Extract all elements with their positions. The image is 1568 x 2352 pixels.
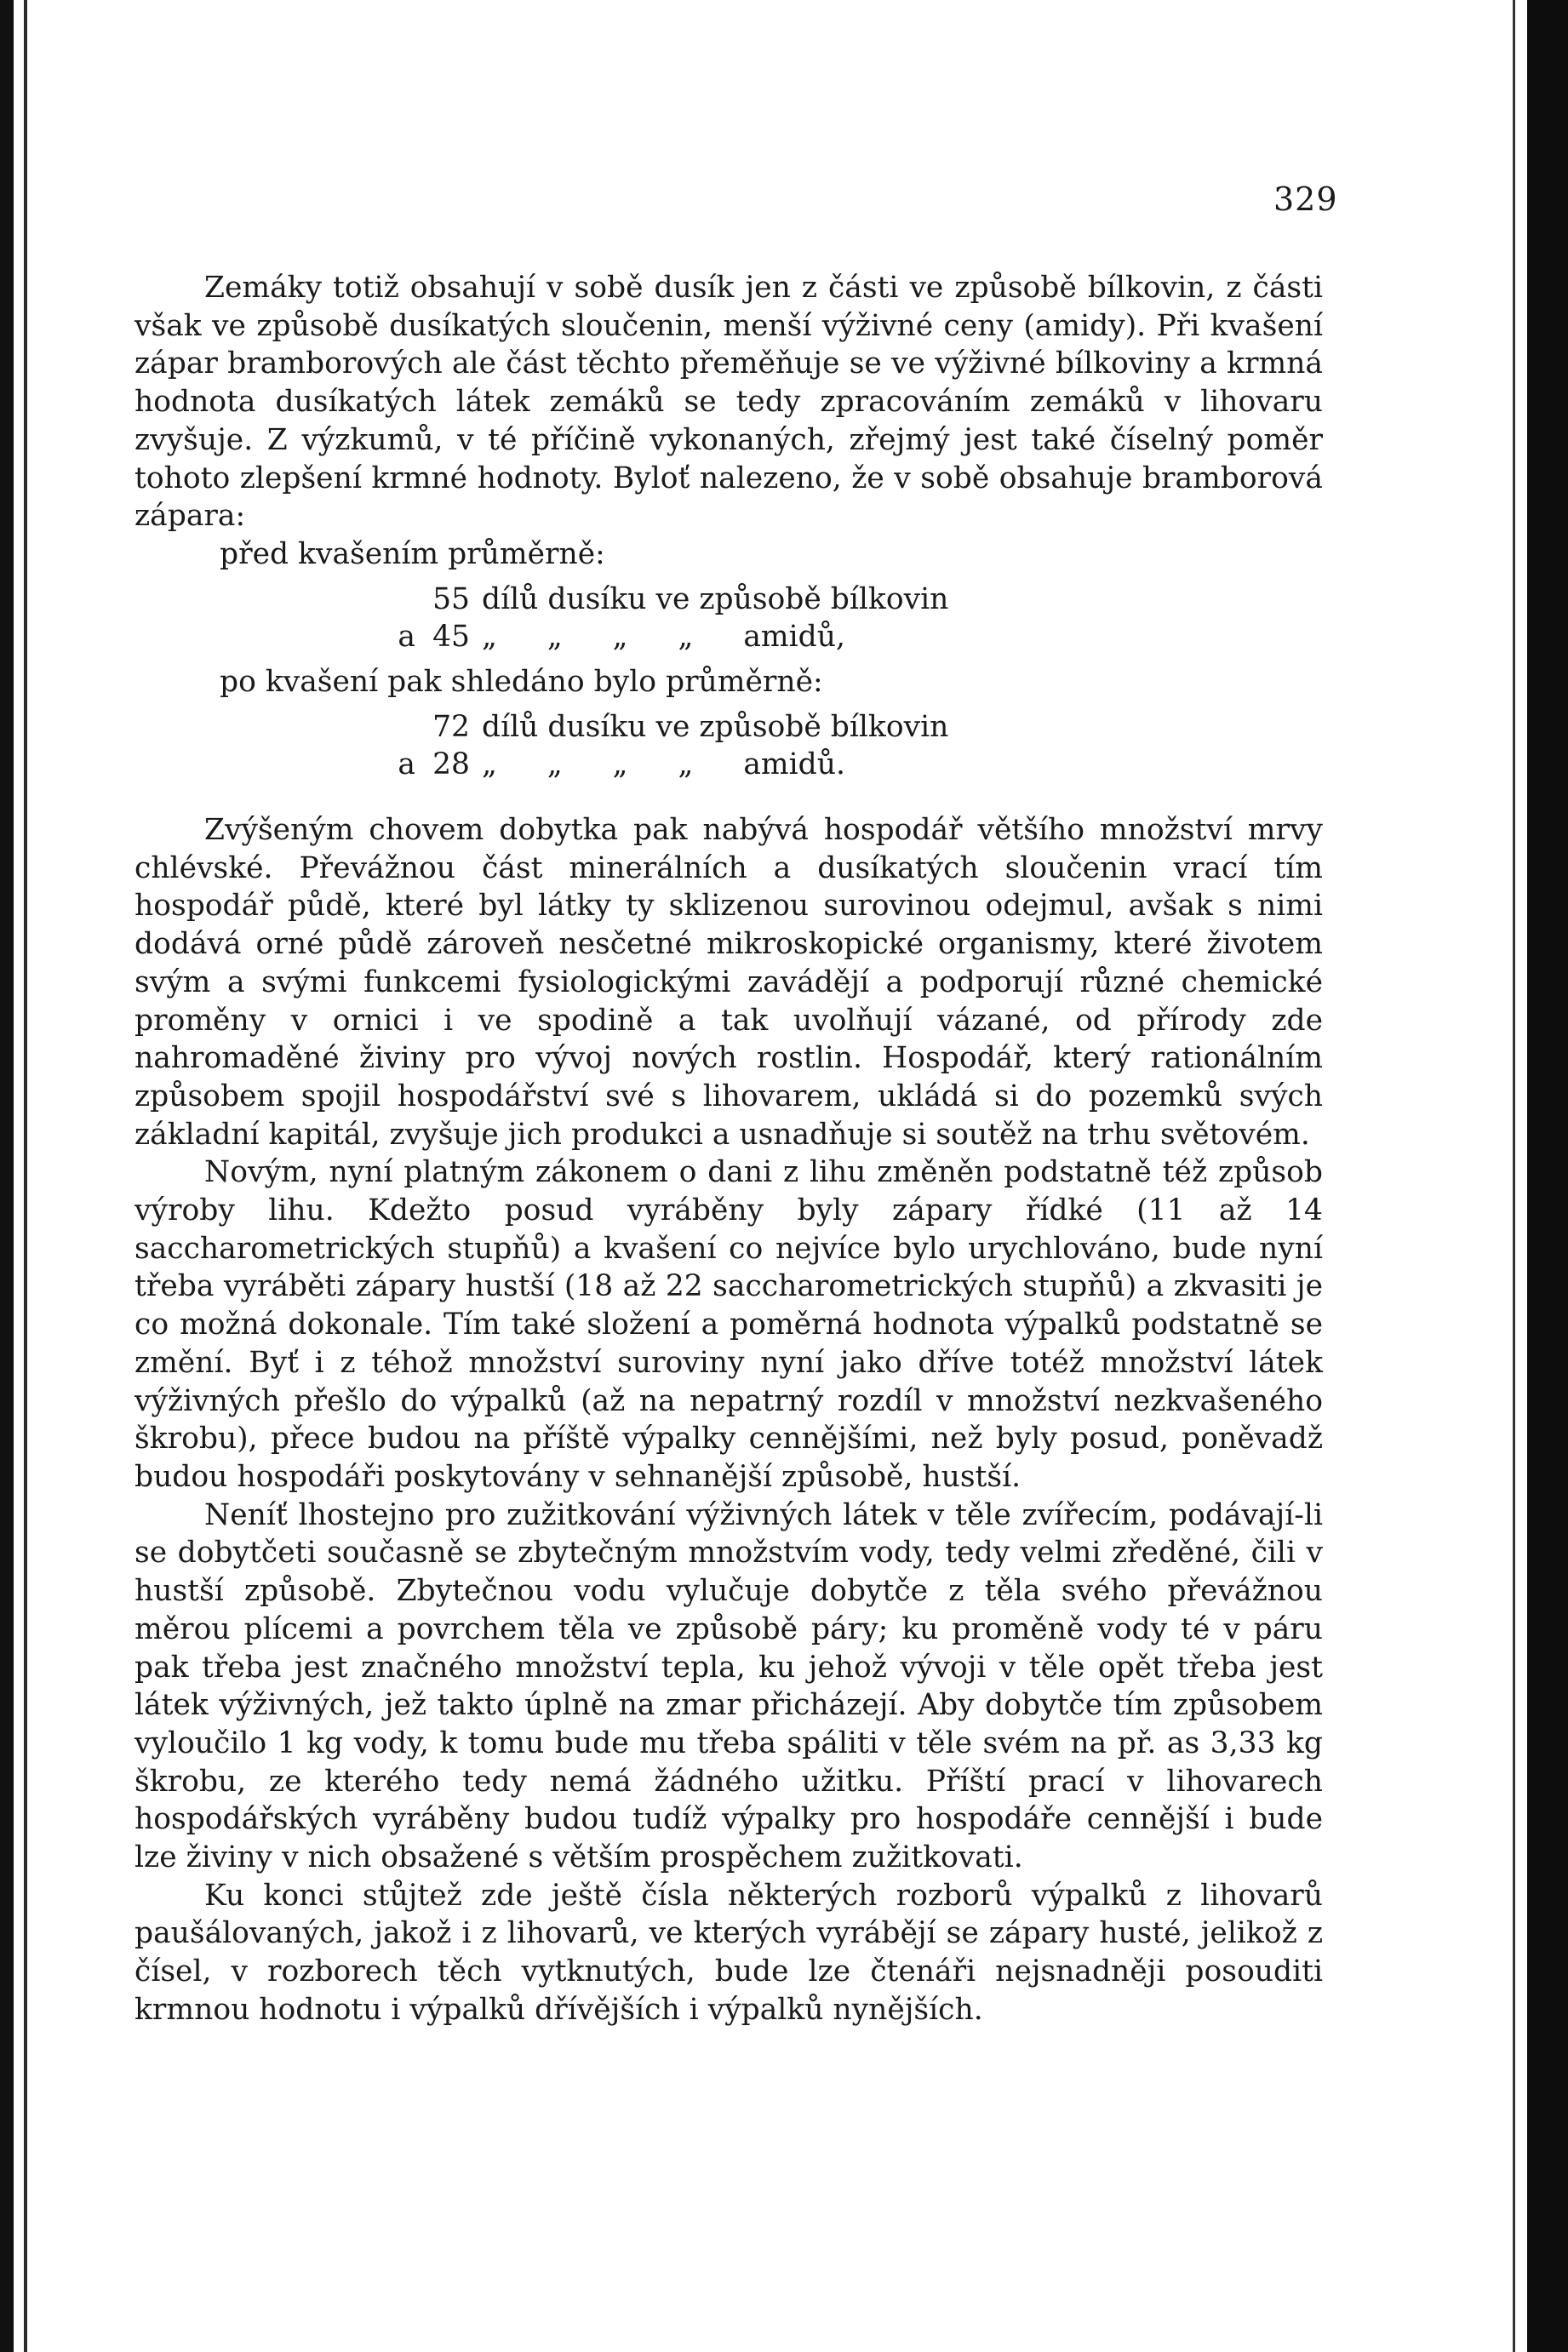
table-after	[134, 708, 1323, 784]
table-row	[134, 581, 1323, 619]
row-text: „ „ „ „ amidů,	[482, 620, 845, 655]
paragraph-1	[134, 269, 1323, 535]
p1-line-5: zemáků v lihovaru zvyšuje. Z výzkumů, v té příčině vykonaných, zřejmý	[134, 385, 1323, 457]
row-prefix: a	[398, 747, 415, 782]
before-fermentation-label: před kvašením průměrně:	[220, 536, 605, 571]
row-number: 45	[432, 620, 470, 655]
scan-border-left-line	[24, 0, 27, 2352]
paragraph-3: Novým, nyní platným zákonem o dani z lihu změněn podstatně též způsob výroby lihu. Kdežto posud vyráběny byly zápary řídké (11 až 14 saccharometrických stupňů) a kvašení co nejvíce bylo urychlováno, bude nyní třeba vyráběti zápary hustší (18 až 22 saccharometrických stupňů) a zkvasiti je co možná dokonale. Tím také složení a poměrná hodnota výpalků podstatně se změní. Byť i z téhož množství suroviny nyní jako dříve totéž množství látek výživných přešlo do výpalků (až na nepatrný rozdíl v množství nezkvašeného škrobu), přece budou na příště výpalky cennějšími, než byly posud, poněvadž budou hospodáři poskytovány v sehnanější způsobě, hustší.	[134, 1155, 1323, 1494]
row-number: 72	[432, 709, 470, 744]
table-row	[134, 708, 1323, 747]
p1-line-2: z části však ve způsobě dusíkatých sloučenin, menší výživné ceny (amidy).	[134, 271, 1324, 343]
paragraph-2: Zvýšeným chovem dobytka pak nabývá hospodář většího množství mrvy chlévské. Převážnou část minerálních a dusíkatých sloučenin vrací tím hospodář půdě, které byl látky ty sklizenou surovinou odejmul, avšak s nimi dodává orné půdě zároveň nesčetné mikroskopické organismy, které životem svým a svými funkcemi fysiologickými zavádějí a podporují různé chemické proměny v ornici i ve spodině a tak uvolňují vázané, od přírody zde nahromaděné živiny pro vývoj nových rostlin. Hospodář, který rationálním způsobem spojil hospodářství své s lihovarem, ukládá si do pozemků svých základní kapitál, zvyšuje jich produkci a usnadňuje si soutěž na trhu světovém.	[134, 813, 1323, 1152]
p1-line-3: Při kvašení zápar bramborových ale část těchto přeměňuje se ve výživné	[134, 308, 1323, 381]
scan-border-right-line	[1513, 0, 1515, 2352]
p1-line-7: že v sobě obsahuje bramborová zápara:	[134, 461, 1323, 534]
p1-line-6: jest také číselný poměr tohoto zlepšení krmné hodnoty. Byloť nalezeno,	[134, 422, 1323, 495]
table-before	[134, 581, 1323, 656]
scan-border-right	[1527, 0, 1568, 2352]
table-row	[134, 618, 1323, 656]
p1-line-1: Zemáky totiž obsahují v sobě dusík jen z části ve způsobě bílkovin,	[204, 271, 1227, 305]
after-fermentation-label: po kvašení pak shledáno bylo průměrně:	[220, 664, 823, 699]
body-text	[134, 269, 1323, 2029]
p1-line-4: bílkoviny a krmná hodnota dusíkatých látek zemáků se tedy zpracováním	[134, 346, 1323, 420]
row-text: dílů dusíku ve způsobě bílkovin	[482, 709, 949, 744]
row-text: „ „ „ „ amidů.	[482, 747, 845, 782]
row-text: dílů dusíku ve způsobě bílkovin	[482, 581, 949, 616]
paragraph-5: Ku konci stůjtež zde ještě čísla některých rozborů výpalků z lihovarů paušálovaných, jakož i z lihovarů, ve kterých vyrábějí se zápary husté, jelikož z čísel, v rozborech těch vytknutých, bude lze čtenáři nejsnadněji posouditi krmnou hodnotu i výpalků dřívějších i výpalků nynějších.	[134, 1878, 1323, 2027]
table-row	[134, 746, 1323, 784]
paragraph-4: Neníť lhostejno pro zužitkování výživných látek v těle zvířecím, podávají-li se dobytčeti současně se zbytečným množstvím vody, tedy velmi zředěné, čili v hustší způsobě. Zbytečnou vodu vylučuje dobytče z těla svého převážnou měrou plícemi a povrchem těla ve způsobě páry; ku proměně vody té v páru pak třeba jest značného množství tepla, ku jehož vývoji v těle opět třeba jest látek výživných, jež takto úplně na zmar přicházejí. Aby dobytče tím způsobem vyloučilo 1 kg vody, k tomu bude mu třeba spáliti v těle svém na př. as 3,33 kg škrobu, ze kterého tedy nemá žádného užitku. Příští prací v lihovarech hospodářských vyráběny budou tudíž výpalky pro hospodáře cennější i bude lze živiny v nich obsažené s větším prospěchem zužitkovati.	[134, 1497, 1323, 1875]
row-number: 55	[432, 581, 470, 616]
row-prefix: a	[398, 620, 415, 655]
scan-border-left	[0, 0, 14, 2352]
row-number: 28	[432, 747, 470, 782]
page-number: 329	[1273, 180, 1338, 218]
